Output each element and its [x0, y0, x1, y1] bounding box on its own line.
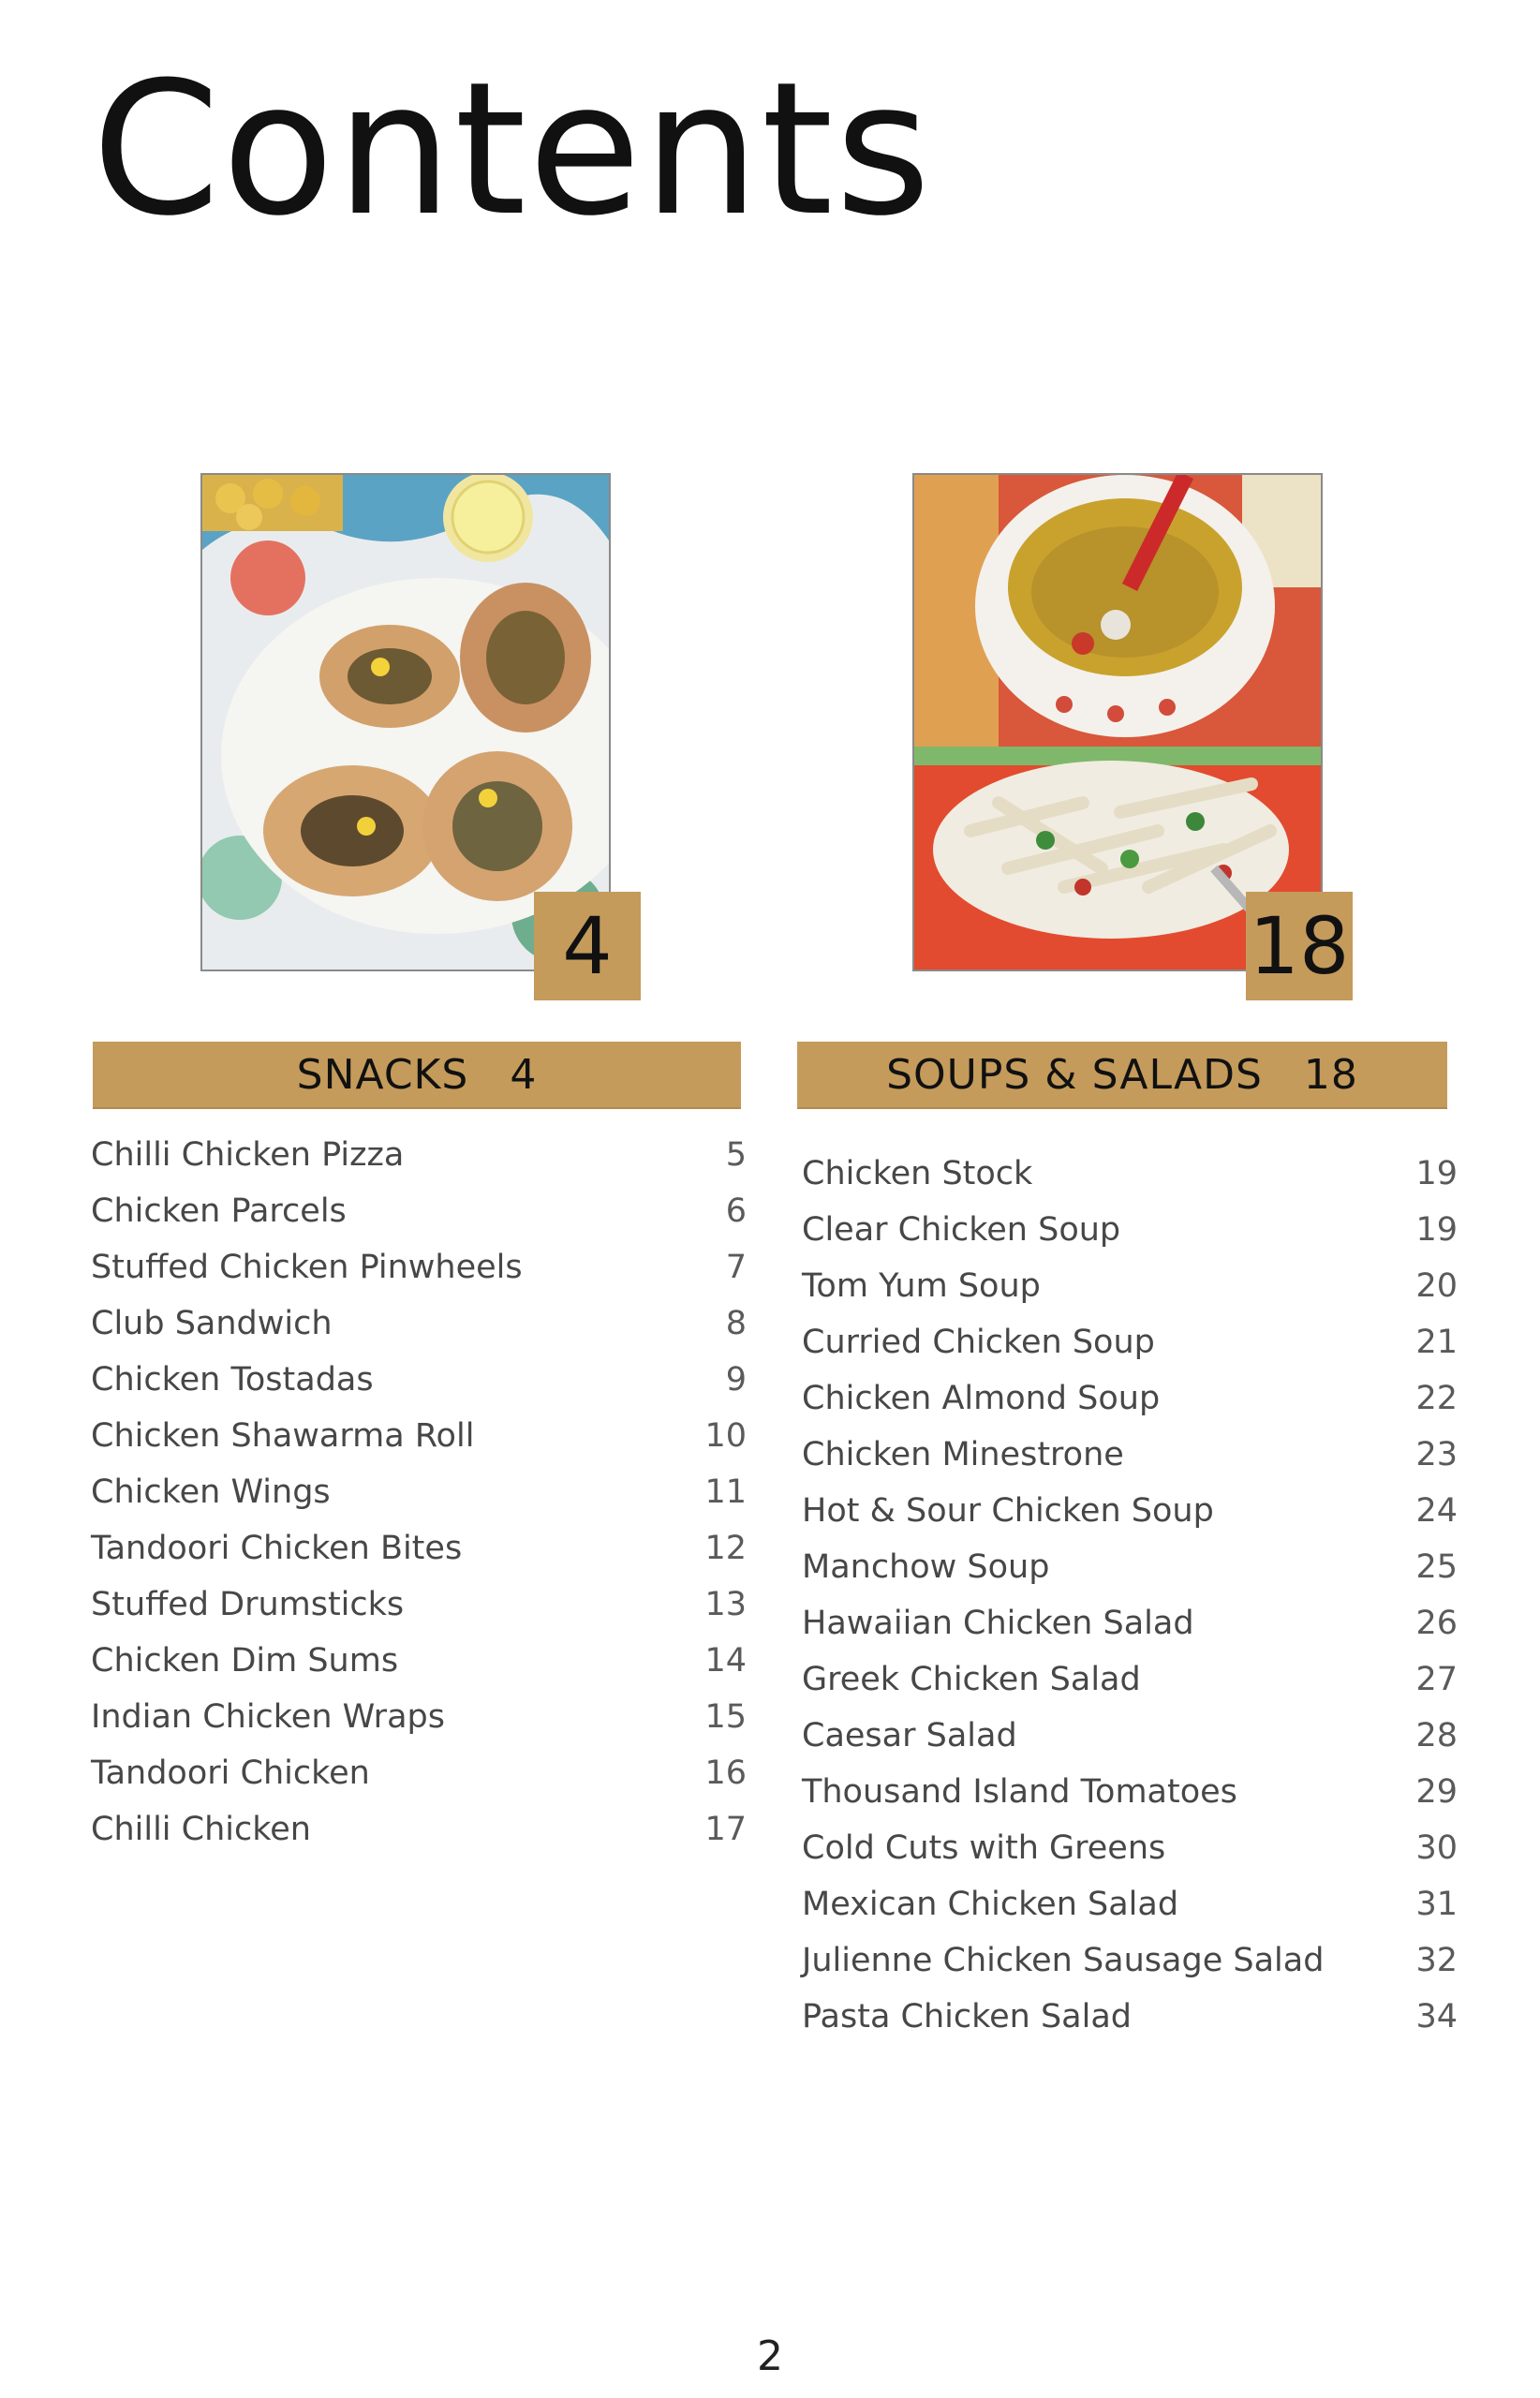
entry-page: 17 [704, 1811, 747, 1848]
entry-title: Pasta Chicken Salad [802, 1998, 1133, 2035]
entry-page: 31 [1415, 1886, 1458, 1923]
entry-title: Stuffed Drumsticks [91, 1586, 405, 1623]
entry-title: Mexican Chicken Salad [802, 1886, 1179, 1923]
page-number: 2 [757, 2332, 783, 2380]
entry-title: Tom Yum Soup [802, 1267, 1041, 1305]
toc-entry[interactable] [91, 1464, 747, 1520]
entry-page: 11 [704, 1473, 747, 1511]
toc-entry[interactable] [91, 1239, 747, 1295]
entry-page: 19 [1415, 1155, 1458, 1192]
toc-entry[interactable] [802, 1258, 1458, 1314]
entry-title: Clear Chicken Soup [802, 1211, 1121, 1249]
section-name: SOUPS & SALADS [886, 1050, 1263, 1099]
entry-page: 25 [1415, 1548, 1458, 1586]
entry-page: 7 [725, 1249, 747, 1286]
entry-page: 5 [725, 1136, 747, 1174]
entry-page: 26 [1415, 1605, 1458, 1642]
toc-entry[interactable] [802, 1708, 1458, 1764]
toc-entry[interactable] [91, 1689, 747, 1745]
entry-title: Chilli Chicken Pizza [91, 1136, 405, 1174]
entry-page: 13 [704, 1586, 747, 1623]
toc-entry[interactable] [802, 1876, 1458, 1932]
toc-entry[interactable] [91, 1745, 747, 1801]
entry-page: 23 [1415, 1436, 1458, 1473]
toc-entry[interactable] [802, 1427, 1458, 1483]
toc-entry[interactable] [802, 1651, 1458, 1708]
entry-page: 27 [1415, 1661, 1458, 1698]
toc-entry[interactable] [802, 1314, 1458, 1370]
entry-title: Chicken Stock [802, 1155, 1033, 1192]
entry-title: Chicken Almond Soup [802, 1380, 1161, 1417]
entry-title: Thousand Island Tomatoes [802, 1773, 1237, 1811]
entry-page: 16 [704, 1754, 747, 1792]
entry-title: Chicken Shawarma Roll [91, 1417, 475, 1455]
toc-entry[interactable] [91, 1633, 747, 1689]
entry-page: 19 [1415, 1211, 1458, 1249]
entry-page: 32 [1415, 1942, 1458, 1979]
entry-title: Chicken Minestrone [802, 1436, 1124, 1473]
toc-entry[interactable] [91, 1127, 747, 1183]
entry-page: 29 [1415, 1773, 1458, 1811]
entry-page: 6 [725, 1192, 747, 1230]
entry-page: 34 [1415, 1998, 1458, 2035]
snacks-page-badge: 4 [534, 892, 641, 1000]
entry-page: 28 [1415, 1717, 1458, 1754]
snacks-toc-list [91, 1127, 747, 1858]
toc-entry[interactable] [802, 1370, 1458, 1427]
toc-entry[interactable] [91, 1352, 747, 1408]
toc-entry[interactable] [802, 1539, 1458, 1595]
entry-title: Hawaiian Chicken Salad [802, 1605, 1194, 1642]
entry-page: 15 [704, 1698, 747, 1736]
toc-entry[interactable] [802, 1202, 1458, 1258]
entry-title: Tandoori Chicken [91, 1754, 370, 1792]
entry-title: Chicken Tostadas [91, 1361, 374, 1399]
toc-entry[interactable] [91, 1801, 747, 1858]
entry-title: Hot & Sour Chicken Soup [802, 1492, 1214, 1530]
entry-page: 20 [1415, 1267, 1458, 1305]
entry-title: Club Sandwich [91, 1305, 333, 1342]
toc-entry[interactable] [802, 1989, 1458, 2045]
entry-page: 10 [704, 1417, 747, 1455]
toc-entry[interactable] [802, 1932, 1458, 1989]
section-page: 18 [1303, 1050, 1358, 1099]
entry-title: Chicken Wings [91, 1473, 331, 1511]
entry-page: 9 [725, 1361, 747, 1399]
entry-title: Greek Chicken Salad [802, 1661, 1141, 1698]
toc-entry[interactable] [91, 1520, 747, 1576]
entry-title: Cold Cuts with Greens [802, 1829, 1166, 1867]
entry-title: Indian Chicken Wraps [91, 1698, 445, 1736]
entry-page: 14 [704, 1642, 747, 1680]
entry-title: Tandoori Chicken Bites [91, 1530, 463, 1567]
entry-title: Julienne Chicken Sausage Salad [802, 1942, 1325, 1979]
entry-page: 8 [725, 1305, 747, 1342]
soups-salads-page-badge: 18 [1246, 892, 1353, 1000]
entry-title: Chicken Dim Sums [91, 1642, 399, 1680]
toc-entry[interactable] [91, 1576, 747, 1633]
entry-page: 12 [704, 1530, 747, 1567]
toc-entry[interactable] [802, 1764, 1458, 1820]
soups-salads-toc-list [802, 1146, 1458, 2045]
entry-title: Caesar Salad [802, 1717, 1017, 1754]
page-title: Contents [92, 43, 933, 257]
toc-entry[interactable] [91, 1183, 747, 1239]
toc-entry[interactable] [802, 1595, 1458, 1651]
entry-page: 30 [1415, 1829, 1458, 1867]
toc-entry[interactable] [802, 1146, 1458, 1202]
toc-entry[interactable] [802, 1483, 1458, 1539]
toc-entry[interactable] [802, 1820, 1458, 1876]
section-header-soups-salads[interactable] [797, 1042, 1447, 1109]
entry-title: Manchow Soup [802, 1548, 1050, 1586]
entry-title: Curried Chicken Soup [802, 1324, 1155, 1361]
toc-entry[interactable] [91, 1295, 747, 1352]
toc-entry[interactable] [91, 1408, 747, 1464]
section-name: SNACKS [296, 1050, 469, 1099]
entry-page: 22 [1415, 1380, 1458, 1417]
section-header-snacks[interactable] [93, 1042, 741, 1109]
entry-page: 24 [1415, 1492, 1458, 1530]
entry-title: Chicken Parcels [91, 1192, 347, 1230]
entry-title: Chilli Chicken [91, 1811, 311, 1848]
section-page: 4 [510, 1050, 538, 1099]
entry-title: Stuffed Chicken Pinwheels [91, 1249, 523, 1286]
entry-page: 21 [1415, 1324, 1458, 1361]
